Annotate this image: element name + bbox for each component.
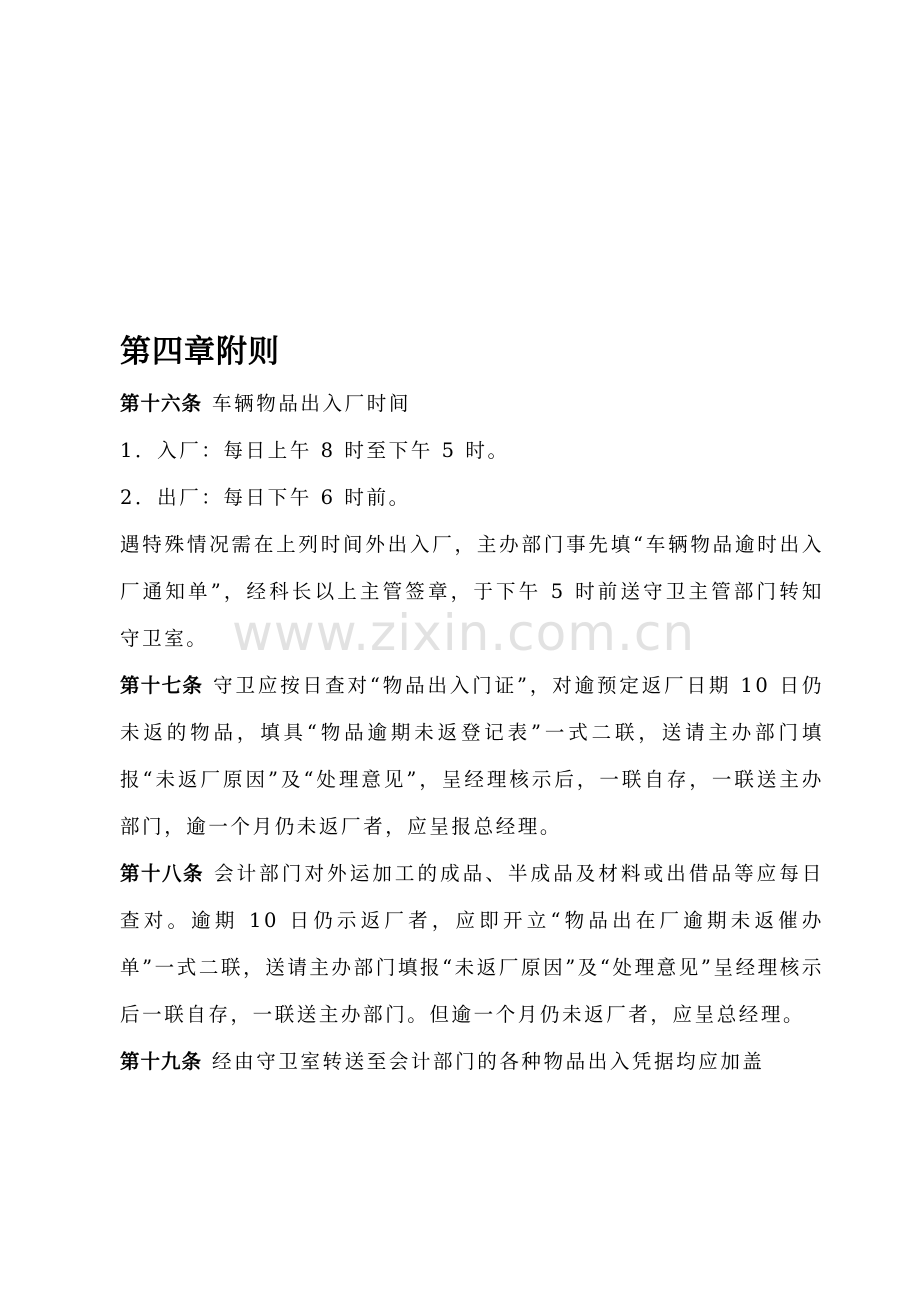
article-18 — [120, 850, 824, 1038]
document-page — [120, 330, 824, 1085]
chapter-title: 第四章附则 — [120, 334, 280, 370]
article-text: 经由守卫室转送至会计部门的各种物品出入凭据均应加盖 — [212, 1050, 765, 1073]
article-text: 会计部门对外运加工的成品、半成品及材料或出借品等应每日查对。逾期 10 日仍示返厂者，应即开立“物品出在厂逾期未返催办单”一式二联，送请主办部门填报“未返厂原因”及“处理意见”呈经理核示后一联自存，一联送主办部门。但逾一个月仍未返厂者，应呈总经理。 — [120, 862, 824, 1026]
article-number: 第十九条 — [120, 1050, 203, 1073]
article-text: 守卫应按日查对“物品出入门证”，对逾预定返厂日期 10 日仍未返的物品，填具“物品逾期未返登记表”一式二联，送请主办部门填报“未返厂原因”及“处理意见”，呈经理核示后，一联自存，一联送主办部门，逾一个月仍未返厂者，应呈报总经理。 — [120, 674, 824, 838]
article-16-item-1: 1．入厂：每日上午 8 时至下午 5 时。 — [120, 439, 510, 462]
article-16-body: 遇特殊情况需在上列时间外出入厂，主办部门事先填“车辆物品逾时出入厂通知单”，经科长以上主管签章，于下午 5 时前送守卫主管部门转知守卫室。 — [120, 533, 824, 650]
article-16-item-2: 2．出厂：每日下午 6 时前。 — [120, 486, 411, 509]
article-number: 第十八条 — [120, 862, 205, 885]
article-19 — [120, 1038, 824, 1085]
watermark: www.zixin.com.cn — [232, 604, 696, 662]
article-heading: 车辆物品出入厂时间 — [212, 392, 411, 415]
article-number: 第十七条 — [120, 674, 204, 697]
article-16-heading — [120, 380, 824, 427]
article-number: 第十六条 — [120, 392, 203, 415]
article-17 — [120, 662, 824, 850]
